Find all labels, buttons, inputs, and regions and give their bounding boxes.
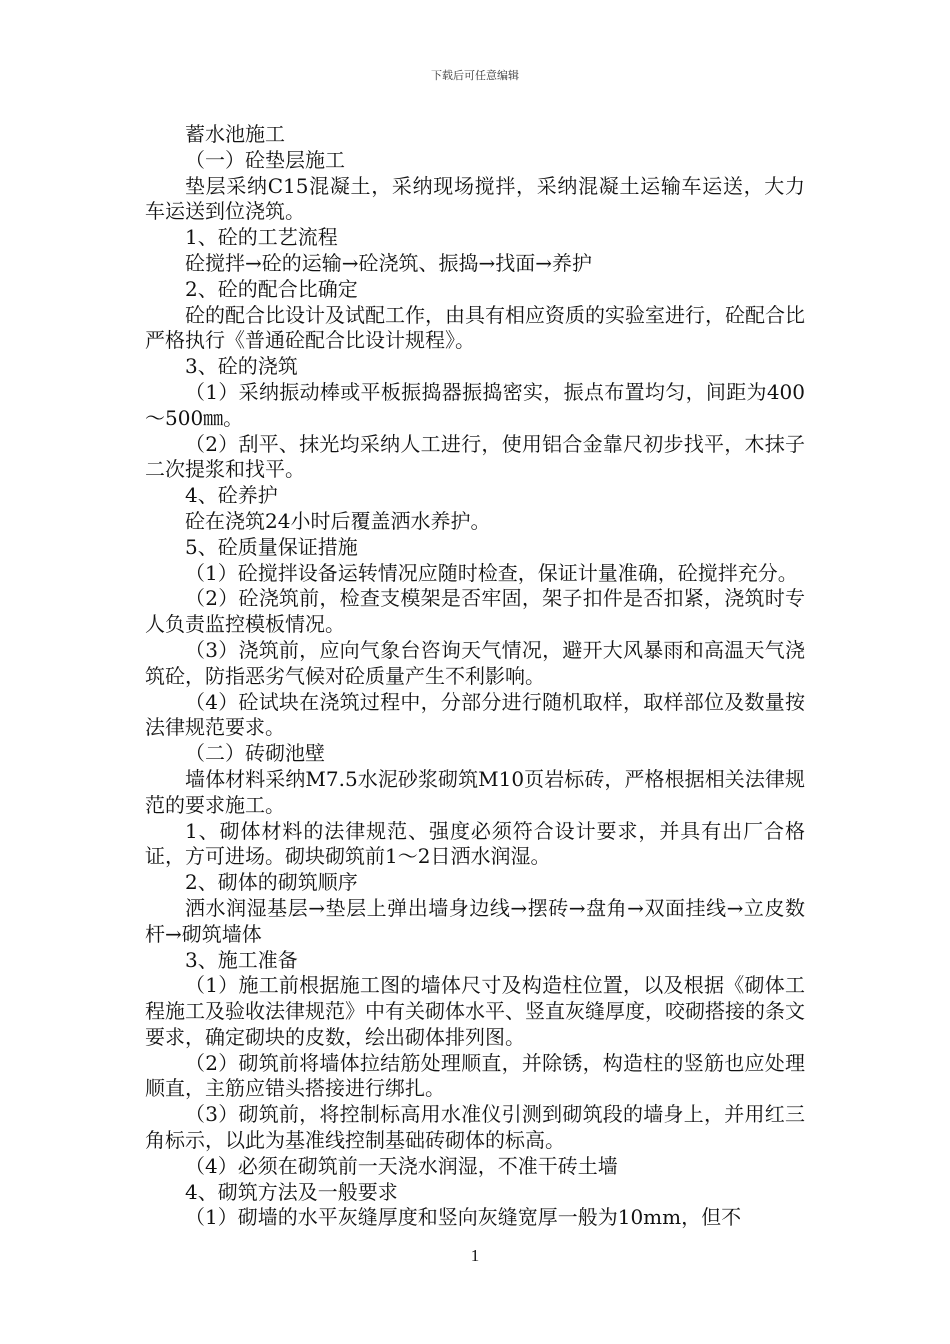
paragraph: （2）砼浇筑前，检查支模架是否牢固，架子扣件是否扣紧，浇筑时专人负责监控模板情况。 — [145, 586, 805, 637]
paragraph: （3）浇筑前，应向气象台咨询天气情况，避开大风暴雨和高温天气浇筑砼，防指恶劣气候对砼质量产生不利影响。 — [145, 637, 805, 688]
paragraph: 2、砌体的砌筑顺序 — [185, 870, 358, 895]
paragraph: （2）砌筑前将墙体拉结筋处理顺直，并除锈，构造柱的竖筋也应处理顺直，主筋应错头搭接进行绑扎。 — [145, 1050, 805, 1101]
page-header: 下载后可任意编辑 — [431, 69, 519, 82]
paragraph: 5、砼质量保证措施 — [185, 534, 358, 559]
paragraph: 4、砼养护 — [185, 483, 278, 508]
paragraph: （1）采纳振动棒或平板振捣器振捣密实，振点布置均匀，间距为400～500㎜。 — [145, 379, 805, 430]
document-body — [145, 122, 805, 1231]
paragraph: 砼搅拌→砼的运输→砼浇筑、振捣→找面→养护 — [185, 250, 593, 275]
paragraph: 砼的配合比设计及试配工作，由具有相应资质的实验室进行，砼配合比严格执行《普通砼配合比设计规程》。 — [145, 302, 805, 353]
paragraph: 4、砌筑方法及一般要求 — [185, 1179, 398, 1204]
paragraph: 墙体材料采纳M7.5水泥砂浆砌筑M10页岩标砖，严格根据相关法律规范的要求施工。 — [145, 766, 805, 817]
paragraph: 3、砼的浇筑 — [185, 354, 298, 379]
paragraph: 1、砼的工艺流程 — [185, 225, 338, 250]
paragraph: 2、砼的配合比确定 — [185, 276, 358, 301]
paragraph: （4）必须在砌筑前一天浇水润湿，不准干砖土墙 — [185, 1153, 618, 1178]
paragraph: （1）砌墙的水平灰缝厚度和竖向灰缝宽厚一般为10mm，但不 — [185, 1205, 742, 1230]
paragraph: （4）砼试块在浇筑过程中，分部分进行随机取样，取样部位及数量按法律规范要求。 — [145, 689, 805, 740]
page-number: 1 — [470, 1246, 480, 1265]
paragraph: （2）刮平、抹光均采纳人工进行，使用铝合金靠尺初步找平，木抹子二次提浆和找平。 — [145, 431, 805, 482]
paragraph: （3）砌筑前，将控制标高用水准仪引测到砌筑段的墙身上，并用红三角标示，以此为基准线控制基础砖砌体的标高。 — [145, 1102, 805, 1153]
paragraph: 砼在浇筑24小时后覆盖洒水养护。 — [185, 508, 491, 533]
paragraph: （二）砖砌池壁 — [185, 741, 325, 766]
paragraph: （一）砼垫层施工 — [185, 147, 345, 172]
paragraph: （1）施工前根据施工图的墙体尺寸及构造柱位置，以及根据《砌体工程施工及验收法律规范》中有关砌体水平、竖直灰缝厚度，咬砌搭接的条文要求，确定砌块的皮数，绘出砌体排列图。 — [145, 973, 805, 1049]
paragraph: 垫层采纳C15混凝土，采纳现场搅拌，采纳混凝土运输车运送，大力车运送到位浇筑。 — [145, 173, 805, 224]
paragraph: 1、砌体材料的法律规范、强度必须符合设计要求，并具有出厂合格证，方可进场。砌块砌筑前1～2日洒水润湿。 — [145, 818, 805, 869]
paragraph: 3、施工准备 — [185, 947, 298, 972]
paragraph: （1）砼搅拌设备运转情况应随时检查，保证计量准确，砼搅拌充分。 — [185, 560, 798, 585]
paragraph: 洒水润湿基层→垫层上弹出墙身边线→摆砖→盘角→双面挂线→立皮数杆→砌筑墙体 — [145, 895, 805, 946]
paragraph: 蓄水池施工 — [185, 122, 285, 146]
